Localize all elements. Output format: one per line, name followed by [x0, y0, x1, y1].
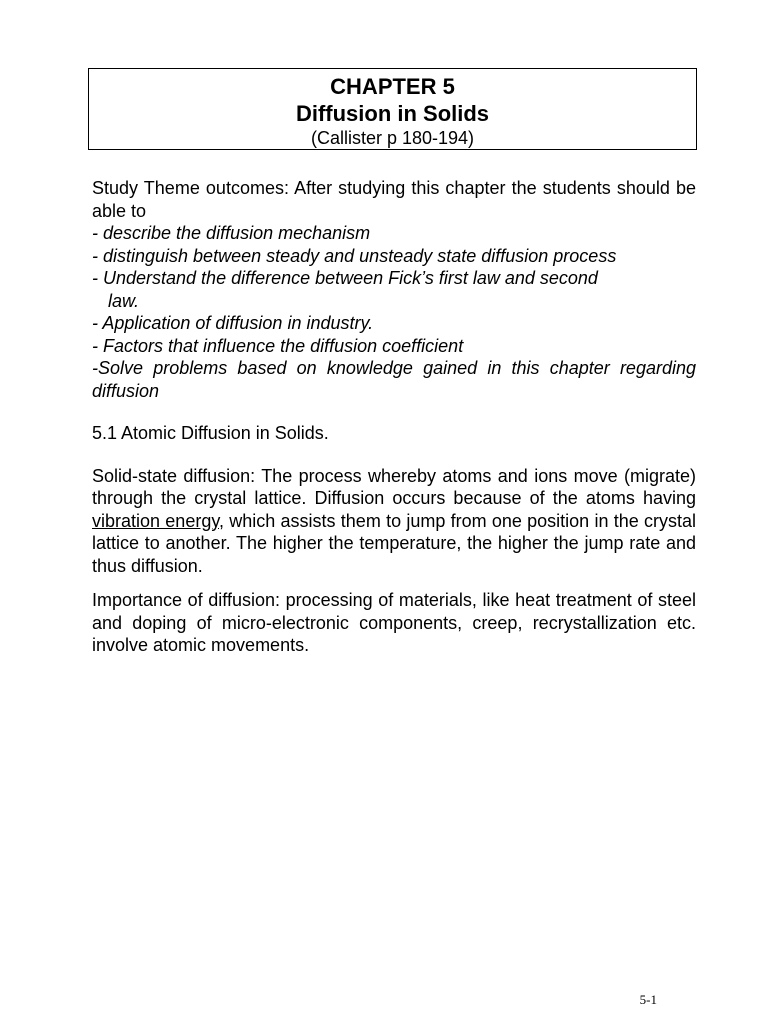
underlined-term: vibration energy — [92, 510, 219, 531]
paragraph-text: , which assists them to jump from one position in the crystal lattice to another. The higher the temperature, the higher the jump rate and thus diffusion. — [92, 510, 696, 576]
outcome-item: - describe the diffusion mechanism — [92, 223, 371, 243]
solid-state-diffusion-paragraph — [92, 465, 696, 578]
chapter-number: CHAPTER 5 — [330, 74, 455, 99]
importance-paragraph: Importance of diffusion: processing of materials, like heat treatment of steel and doping of micro-electronic components, creep, recrystallization etc. involve atomic movements. — [92, 590, 696, 655]
paragraph-text: Solid-state diffusion: The process whereby atoms and ions move (migrate) through the crystal lattice. Diffusion occurs because of the atoms having — [92, 465, 696, 508]
section-heading: 5.1 Atomic Diffusion in Solids. — [92, 423, 329, 443]
page-number: 5-1 — [639, 992, 657, 1007]
outcome-item: - Factors that influence the diffusion coefficient — [92, 335, 464, 356]
chapter-content — [92, 177, 696, 657]
outcome-item-continuation: law. — [108, 290, 140, 311]
chapter-title-box — [88, 68, 697, 150]
outcome-item: - distinguish between steady and unsteady state diffusion process — [92, 245, 617, 266]
chapter-reference: (Callister p 180-194) — [310, 128, 475, 148]
outcome-item: - Application of diffusion in industry. — [92, 313, 374, 333]
outcome-item: -Solve problems based on knowledge gained in this chapter regarding diffusion — [92, 358, 696, 401]
chapter-title: Diffusion in Solids — [295, 101, 490, 126]
outcomes-intro: Study Theme outcomes: After studying this chapter the students should be able to — [92, 178, 696, 221]
outcome-item: - Understand the difference between Fick’s first law and second — [92, 268, 598, 288]
